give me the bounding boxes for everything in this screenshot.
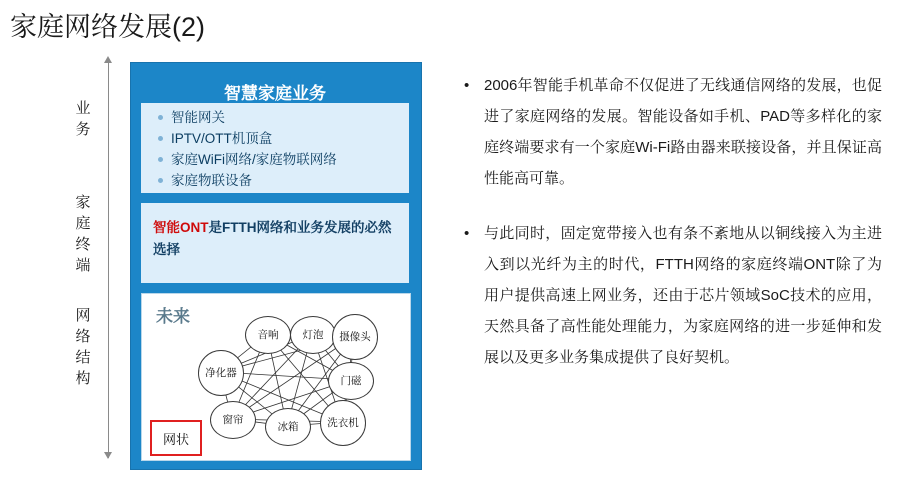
- ont-highlight: 智能ONT: [153, 220, 209, 235]
- page-title: 家庭网络发展(2): [10, 12, 205, 42]
- ont-card: [141, 203, 409, 283]
- services-card: [141, 73, 409, 193]
- list-item: IPTV/OTT机顶盒: [155, 128, 405, 149]
- services-card-title: 智慧家庭业务: [224, 84, 326, 103]
- body-text-column: [462, 70, 882, 397]
- vertical-axis-line: [108, 62, 109, 458]
- mesh-node-fridge: 冰箱: [265, 408, 311, 446]
- axis-label-services: 业务: [75, 100, 91, 138]
- axis-label-network-structure: 网络结构: [75, 307, 91, 387]
- axis-label-home-terminal: 家庭终端: [75, 194, 91, 274]
- future-card-label: 未来: [156, 307, 190, 326]
- axis-arrow-up-icon: [104, 56, 112, 63]
- mesh-node-purifier: 净化器: [198, 350, 244, 396]
- mesh-node-door-sensor: 门磁: [328, 362, 374, 400]
- mesh-node-bulb: 灯泡: [290, 316, 336, 354]
- mesh-node-camera: 摄像头: [332, 314, 378, 360]
- services-bullet-list: [155, 107, 405, 191]
- mesh-node-washer: 洗衣机: [320, 400, 366, 446]
- paragraph: • 与此同时，固定宽带接入也有条不紊地从以铜线接入为主进入到以光纤为主的时代，FTTH网络的家庭终端ONT除了为用户提供高速上网业务，还由于芯片领域SoC技术的应用，天然具备了高性能处理能力，为家庭网络的进一步延伸和发展以及更多业务集成提供了良好契机。: [462, 218, 882, 373]
- ont-card-text: [153, 217, 397, 261]
- mesh-node-speaker: 音响: [245, 316, 291, 354]
- list-item: 家庭WiFi网络/家庭物联网络: [155, 149, 405, 170]
- list-item: 家庭物联设备: [155, 170, 405, 191]
- ont-body: 是FTTH网络和业务发展的必然选择: [153, 220, 392, 257]
- axis-arrow-down-icon: [104, 452, 112, 459]
- diagram-panel: [130, 62, 422, 470]
- future-card: [141, 293, 411, 461]
- list-item: 智能网关: [155, 107, 405, 128]
- paragraph: • 2006年智能手机革命不仅促进了无线通信网络的发展，也促进了家庭网络的发展。智能设备如手机、PAD等多样化的家庭终端要求有一个家庭Wi-Fi路由器来联接设备，并且保证高性能高可靠。: [462, 70, 882, 194]
- mesh-node-curtain: 窗帘: [210, 401, 256, 439]
- mesh-topology-label: 网状: [150, 420, 202, 456]
